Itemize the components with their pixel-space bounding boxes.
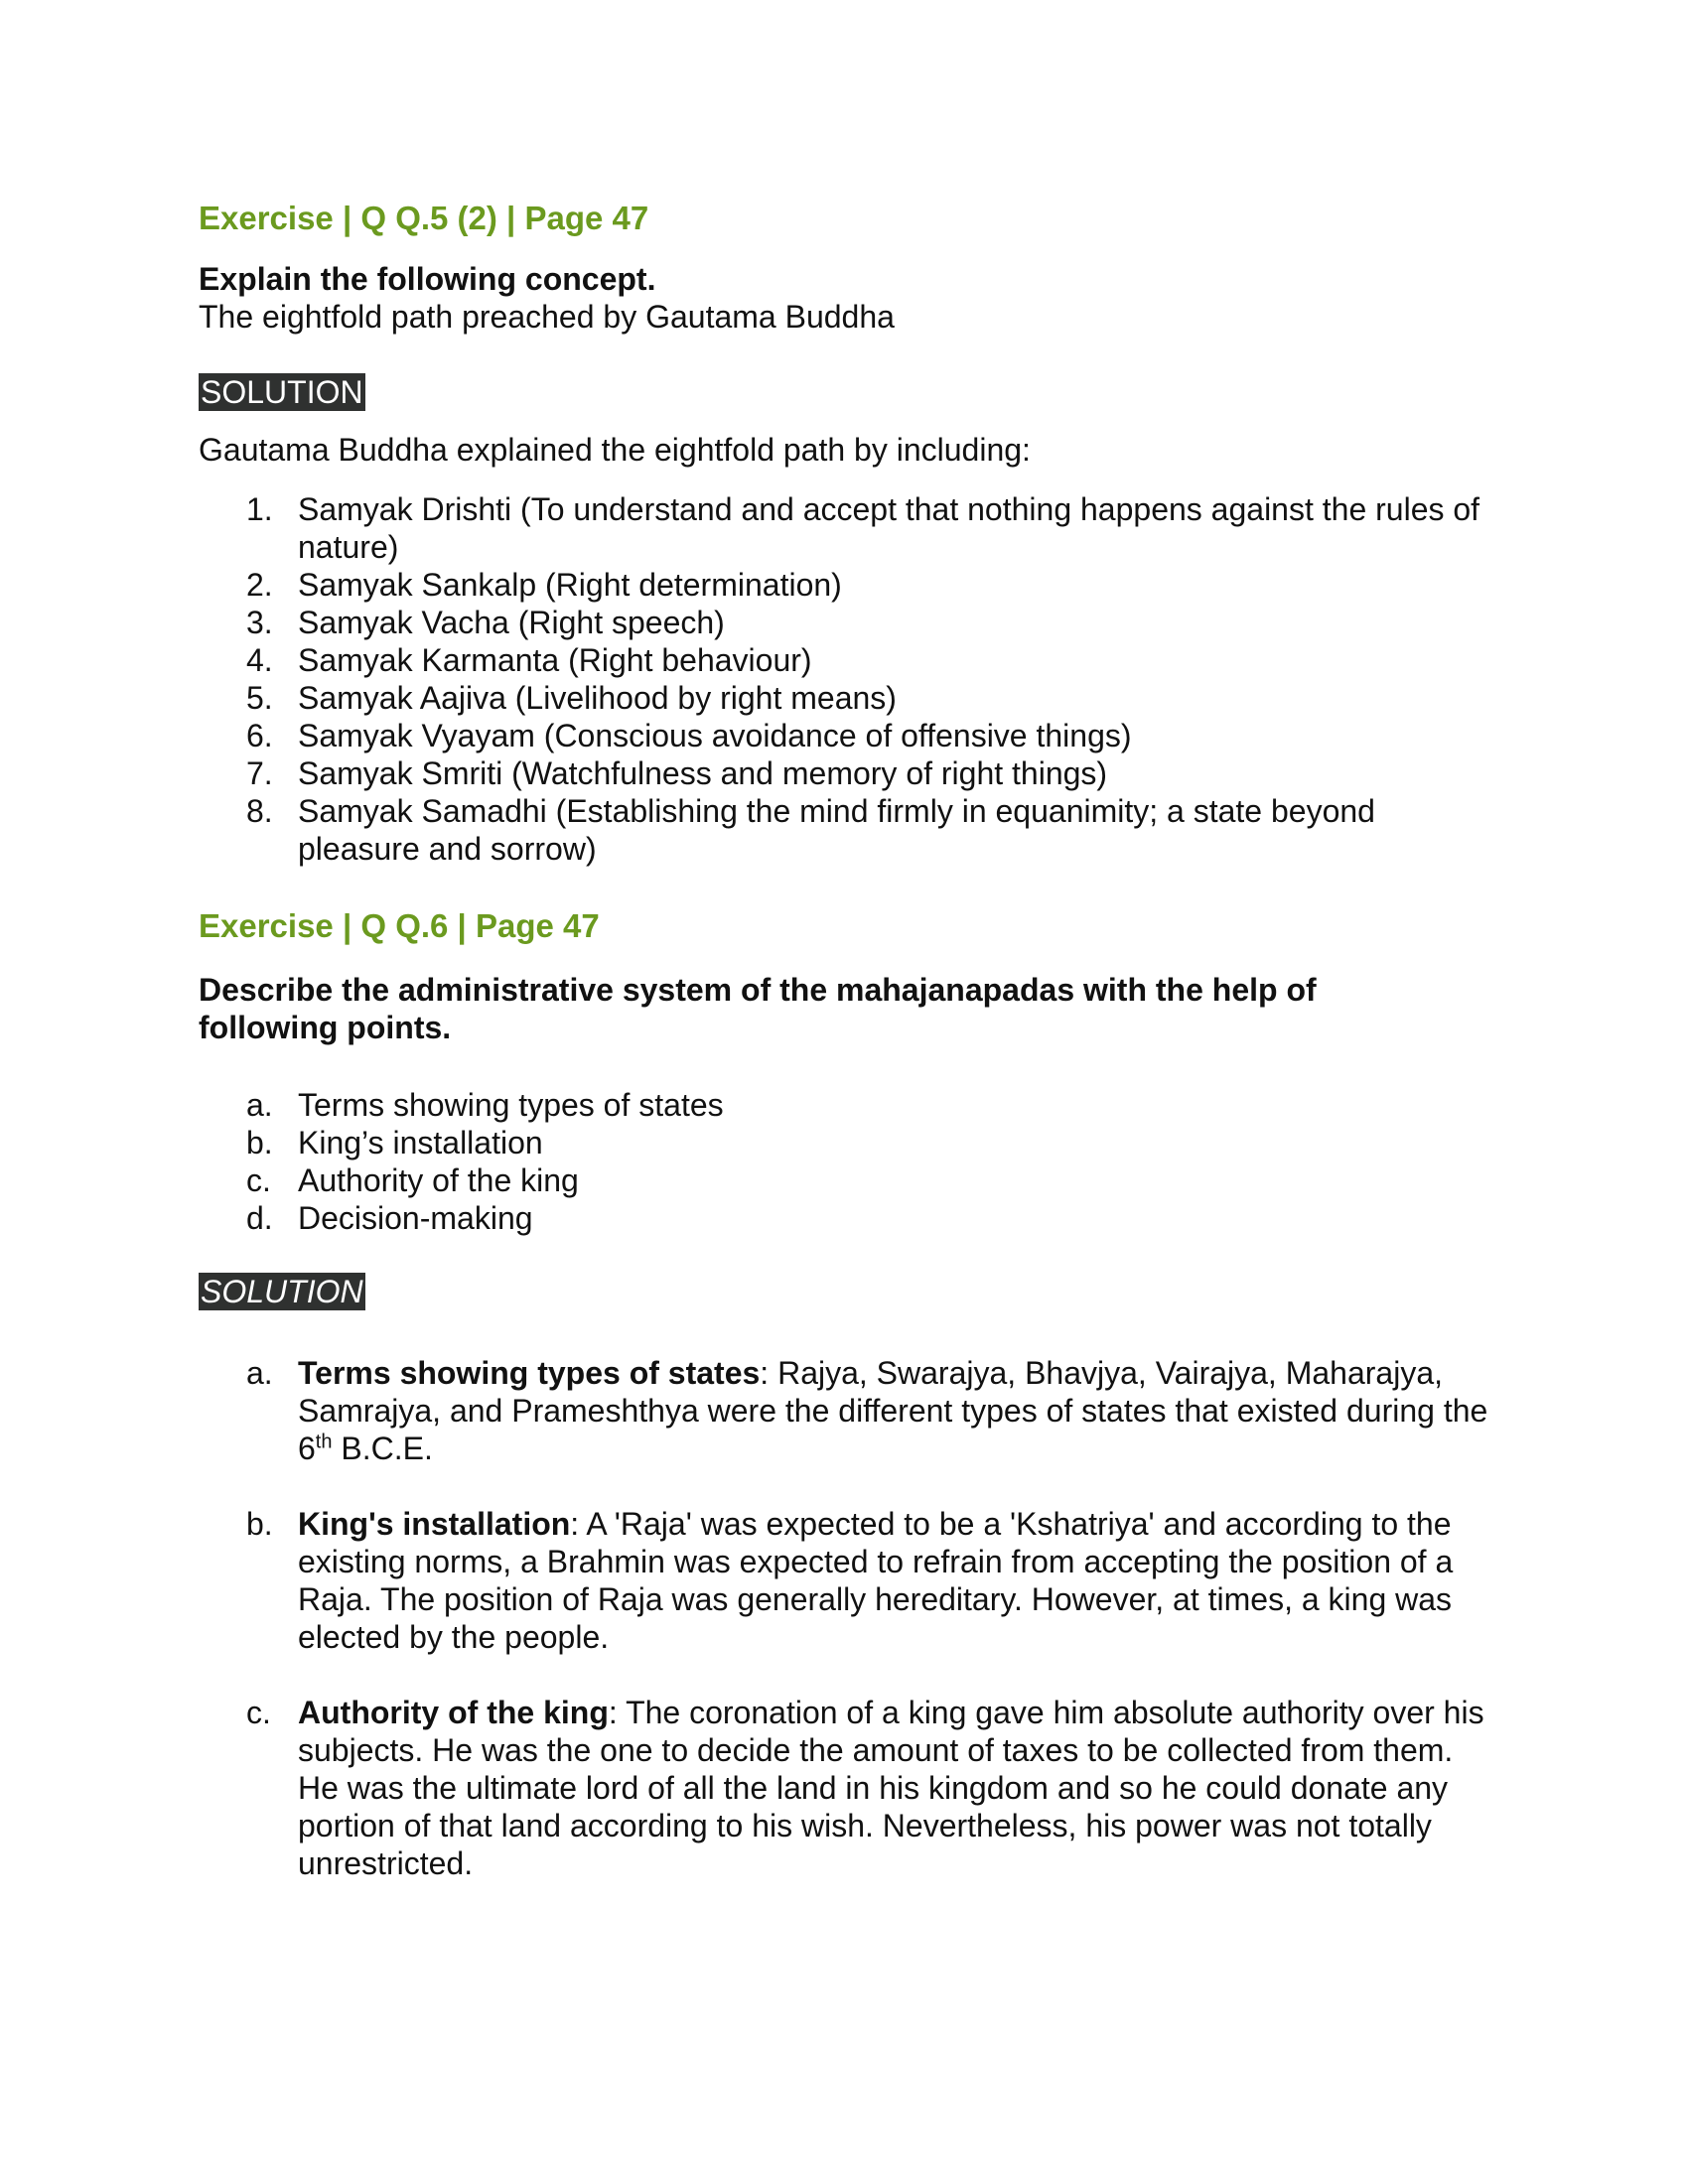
list-marker: 2.	[246, 567, 273, 603]
list-item-text: Samyak Sankalp (Right determination)	[298, 567, 842, 603]
eightfold-path-list	[199, 490, 1499, 868]
list-marker: 5.	[246, 680, 273, 716]
answer-item-a	[199, 1354, 1499, 1467]
list-item	[199, 679, 1499, 717]
list-item	[199, 1124, 1499, 1161]
list-item-text: Samyak Aajiva (Livelihood by right means)	[298, 680, 897, 716]
list-item-text: King’s installation	[298, 1125, 543, 1160]
q5-intro: Gautama Buddha explained the eightfold path by including:	[199, 432, 1031, 468]
list-marker: 6.	[246, 718, 273, 753]
ordinal-suffix: th	[315, 1431, 333, 1453]
list-item	[199, 792, 1499, 868]
list-marker: a.	[246, 1355, 273, 1391]
list-item	[199, 1161, 1499, 1199]
answer-text: : Rajya, Swarajya, Bhavjya, Vairajya, Maharajya, Samrajya, and Prameshthya were the different types of states that existed during the 6	[298, 1355, 1488, 1466]
q6-heading: Exercise | Q Q.6 | Page 47	[199, 907, 600, 944]
list-item-text: Samyak Vyayam (Conscious avoidance of offensive things)	[298, 718, 1132, 753]
answer-item-b	[199, 1505, 1499, 1656]
list-item	[199, 754, 1499, 792]
list-item	[199, 490, 1499, 566]
list-item-text: Decision-making	[298, 1200, 533, 1236]
list-item-text: Samyak Vacha (Right speech)	[298, 605, 725, 640]
list-item-text: Authority of the king	[298, 1162, 579, 1198]
q5-solution-badge: SOLUTION	[201, 374, 363, 410]
list-item-text: Terms showing types of states	[298, 1087, 724, 1123]
list-item	[199, 717, 1499, 754]
answer-term: King's installation	[298, 1506, 571, 1542]
list-item-text: Samyak Drishti (To understand and accept that nothing happens against the rules of nature)	[298, 491, 1480, 565]
list-marker: 4.	[246, 642, 273, 678]
list-marker: 3.	[246, 605, 273, 640]
q5-prompt: Explain the following concept.	[199, 261, 656, 297]
list-marker: b.	[246, 1506, 273, 1542]
administrative-points-list	[199, 1086, 1499, 1237]
answer-item-c	[199, 1694, 1499, 1882]
list-item	[199, 566, 1499, 604]
answer-text: : The coronation of a king gave him absolute authority over his subjects. He was the one to decide the amount of taxes to be collected from them. He was the ultimate lord of all the land in his kingdom and so he could donate any portion of that land according to his wish. Nevertheless, his power was not totally unrestricted.	[298, 1695, 1484, 1881]
q6-solution-badge: SOLUTION	[201, 1274, 363, 1309]
list-item-text: Samyak Samadhi (Establishing the mind firmly in equanimity; a state beyond pleasure and sorrow)	[298, 793, 1375, 867]
answer-text: : A 'Raja' was expected to be a 'Kshatriya' and according to the existing norms, a Brahmin was expected to refrain from accepting the position of a Raja. The position of Raja was generally hereditary. However, at times, a king was elected by the people.	[298, 1506, 1454, 1655]
list-marker: a.	[246, 1087, 273, 1123]
list-item	[199, 604, 1499, 641]
answer-term: Terms showing types of states	[298, 1355, 761, 1391]
list-marker: 1.	[246, 491, 273, 527]
list-item-text: Samyak Smriti (Watchfulness and memory of right things)	[298, 755, 1108, 791]
list-marker: b.	[246, 1125, 273, 1160]
list-item	[199, 1086, 1499, 1124]
q6-answers-list	[199, 1354, 1499, 1920]
list-marker: 8.	[246, 793, 273, 829]
answer-text-tail: B.C.E.	[332, 1431, 433, 1466]
list-item	[199, 641, 1499, 679]
list-marker: c.	[246, 1162, 271, 1198]
list-marker: 7.	[246, 755, 273, 791]
list-item-text: Samyak Karmanta (Right behaviour)	[298, 642, 812, 678]
list-item	[199, 1199, 1499, 1237]
list-marker: c.	[246, 1695, 271, 1730]
answer-term: Authority of the king	[298, 1695, 609, 1730]
q5-subprompt: The eightfold path preached by Gautama Buddha	[199, 299, 895, 335]
q5-heading: Exercise | Q Q.5 (2) | Page 47	[199, 200, 649, 236]
q6-prompt: Describe the administrative system of the mahajanapadas with the help of following points.	[199, 972, 1317, 1045]
list-marker: d.	[246, 1200, 273, 1236]
